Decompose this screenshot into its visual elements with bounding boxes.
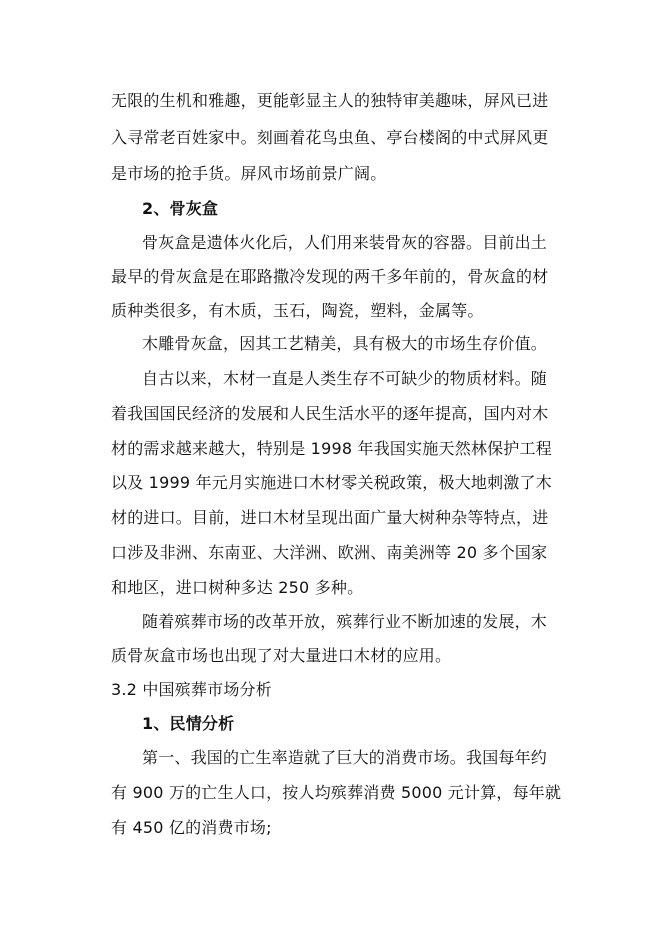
text-line: 木雕骨灰盒，因其工艺精美，具有极大的市场生存价值。 [142, 334, 548, 353]
text-line: 入寻常老百姓家中。刻画着花鸟虫鱼、亭台楼阁的中式屏风更 [111, 128, 549, 147]
text-line: 第一、我国的亡生率造就了巨大的消费市场。我国每年约 [142, 748, 548, 767]
text-line: 以及 1999 年元月实施进口木材零关税政策，极大地刺激了木 [111, 473, 552, 492]
text-line: 材的需求越来越大，特别是 1998 年我国实施天然林保护工程 [111, 439, 552, 458]
text-line: 质骨灰盒市场也出现了对大量进口木材的应用。 [111, 646, 452, 665]
text-line: 随着殡葬市场的改革开放，殡葬行业不断加速的发展，木 [142, 612, 548, 631]
text-line: 是市场的抢手货。屏风市场前景广阔。 [111, 164, 387, 183]
section-heading: 3.2 中国殡葬市场分析 [111, 680, 272, 699]
text-line: 口涉及非洲、东南亚、大洋洲、欧洲、南美洲等 20 多个国家 [111, 543, 548, 562]
section-heading: 2、骨灰盒 [142, 199, 219, 218]
text-line: 质种类很多，有木质，玉石，陶瓷，塑料，金属等。 [111, 301, 484, 320]
text-line: 无限的生机和雅趣，更能彰显主人的独特审美趣味，屏风已进 [111, 91, 549, 110]
text-line: 骨灰盒是遗体火化后，人们用来装骨灰的容器。目前出土 [142, 233, 548, 252]
text-line: 材的进口。目前，进口木材呈现出面广量大树种杂等特点，进 [111, 508, 549, 527]
text-line: 和地区，进口树种多达 250 多种。 [111, 578, 364, 597]
text-line: 自古以来，木材一直是人类生存不可缺少的物质材料。随 [142, 369, 548, 388]
text-line: 有 450 亿的消费市场; [111, 818, 272, 837]
text-line: 有 900 万的亡生人口，按人均殡葬消费 5000 元计算，每年就 [111, 783, 562, 802]
subsection-heading: 1、民情分析 [142, 714, 235, 733]
text-line: 最早的骨灰盒是在耶路撒冷发现的两千多年前的，骨灰盒的材 [111, 267, 549, 286]
text-line: 着我国国民经济的发展和人民生活水平的逐年提高，国内对木 [111, 404, 549, 423]
